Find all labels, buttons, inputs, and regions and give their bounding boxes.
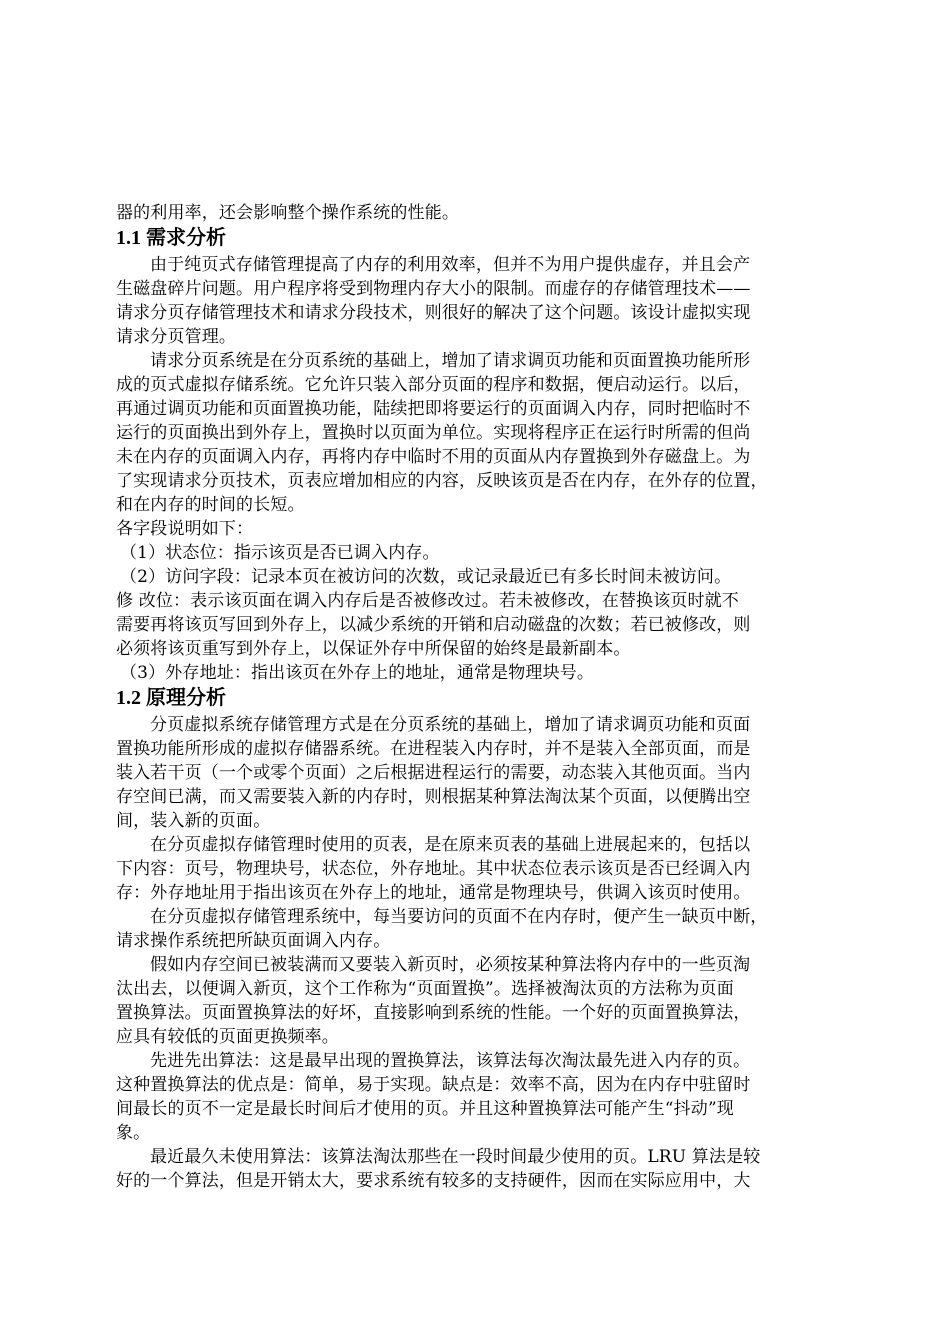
paragraph-line: 汰出去，以便调入新页，这个工作称为“页面置换”。选择被淘汰页的方法称为页面 [116, 979, 734, 999]
paragraph-line: 存：外存地址用于指出该页在外存上的地址，通常是物理块号，供调入该页时使用。 [116, 883, 751, 903]
paragraph-line: 了实现请求分页技术，页表应增加相应的内容，反映该页是否在内存，在外存的位置， [116, 471, 768, 491]
paragraph-line: 最近最久未使用算法：该算法淘汰那些在一段时间最少使用的页。LRU 算法是较 [150, 1147, 761, 1167]
paragraph-line: 请求分页系统是在分页系统的基础上，增加了请求调页功能和页面置换功能所形 [150, 351, 751, 371]
list-item: （3）外存地址：指出该页在外存上的地址，通常是物理块号。 [120, 663, 595, 683]
paragraph-line: 和在内存的时间的长短。 [116, 495, 305, 515]
paragraph-line: 生磁盘碎片问题。用户程序将受到物理内存大小的限制。而虚存的存储管理技术—— [116, 279, 751, 299]
paragraph-line: 置换功能所形成的虚拟存储器系统。在进程装入内存时，并不是装入全部页面，而是 [116, 739, 751, 759]
paragraph-line: 再通过调页功能和页面置换功能，陆续把即将要运行的页面调入内存，同时把临时不 [116, 399, 751, 419]
paragraph-line: 应具有较低的页面更换频率。 [116, 1027, 339, 1047]
section-heading: 1.2 原理分析 [116, 687, 226, 709]
paragraph-line: 在分页虚拟存储管理时使用的页表，是在原来页表的基础上进展起来的，包括以 [150, 835, 751, 855]
paragraph-line: 下内容：页号，物理块号，状态位，外存地址。其中状态位表示该页是否已经调入内 [116, 859, 751, 879]
paragraph-line: 先进先出算法：这是最早出现的置换算法，该算法每次淘汰最先进入内存的页。 [150, 1051, 751, 1071]
paragraph-line: 修 改位：表示该页面在调入内存后是否被修改过。若未被修改，在替换该页时就不 [116, 591, 739, 611]
paragraph-line: 成的页式虚拟存储系统。它允许只装入部分页面的程序和数据，便启动运行。以后， [116, 375, 751, 395]
list-item: （1）状态位：指示该页是否已调入内存。 [120, 543, 440, 563]
section-heading: 1.1 需求分析 [116, 227, 226, 249]
paragraph-line: 运行的页面换出到外存上，置换时以页面为单位。实现将程序正在运行时所需的但尚 [116, 423, 751, 443]
paragraph-line: 请求操作系统把所缺页面调入内存。 [116, 931, 391, 951]
paragraph-line: 在分页虚拟存储管理系统中，每当要访问的页面不在内存时，便产生一缺页中断， [150, 907, 768, 927]
paragraph-line: 这种置换算法的优点是：简单，易于实现。缺点是：效率不高，因为在内存中驻留时 [116, 1075, 751, 1095]
paragraph-line: 装入若干页（一个或零个页面）之后根据进程运行的需要，动态装入其他页面。当内 [116, 763, 751, 783]
paragraph-line: 请求分页管理。 [116, 327, 237, 347]
paragraph-line: 请求分页存储管理技术和请求分段技术，则很好的解决了这个问题。该设计虚拟实现 [116, 303, 751, 323]
paragraph-line: 未在内存的页面调入内存，再将内存中临时不用的页面从内存置换到外存磁盘上。为 [116, 447, 751, 467]
paragraph-line: 置换算法。页面置换算法的好坏，直接影响到系统的性能。一个好的页面置换算法， [116, 1003, 751, 1023]
text-line: 器的利用率，还会影响整个操作系统的性能。 [116, 203, 459, 223]
paragraph-line: 象。 [116, 1123, 151, 1143]
list-item: （2）访问字段：记录本页在被访问的次数，或记录最近已有多长时间未被访问。 [120, 567, 732, 587]
paragraph-line: 间最长的页不一定是最长时间后才使用的页。并且这种置换算法可能产生“抖动”现 [116, 1099, 734, 1119]
paragraph-line: 间，装入新的页面。 [116, 811, 271, 831]
paragraph-line: 分页虚拟系统存储管理方式是在分页系统的基础上，增加了请求调页功能和页面 [150, 715, 751, 735]
paragraph-line: 假如内存空间已被装满而又要装入新页时，必须按某种算法将内存中的一些页淘 [150, 955, 751, 975]
paragraph-line: 必须将该页重写到外存上，以保证外存中所保留的始终是最新副本。 [116, 639, 631, 659]
paragraph-line: 存空间已满，而又需要装入新的内存时，则根据某种算法淘汰某个页面，以便腾出空 [116, 787, 751, 807]
paragraph-line: 由于纯页式存储管理提高了内存的利用效率，但并不为用户提供虚存，并且会产 [150, 255, 751, 275]
paragraph-line: 各字段说明如下： [116, 519, 254, 539]
paragraph-line: 需要再将该页写回到外存上，以减少系统的开销和启动磁盘的次数；若已被修改，则 [116, 615, 751, 635]
paragraph-line: 好的一个算法，但是开销太大，要求系统有较多的支持硬件，因而在实际应用中，大 [116, 1171, 751, 1191]
